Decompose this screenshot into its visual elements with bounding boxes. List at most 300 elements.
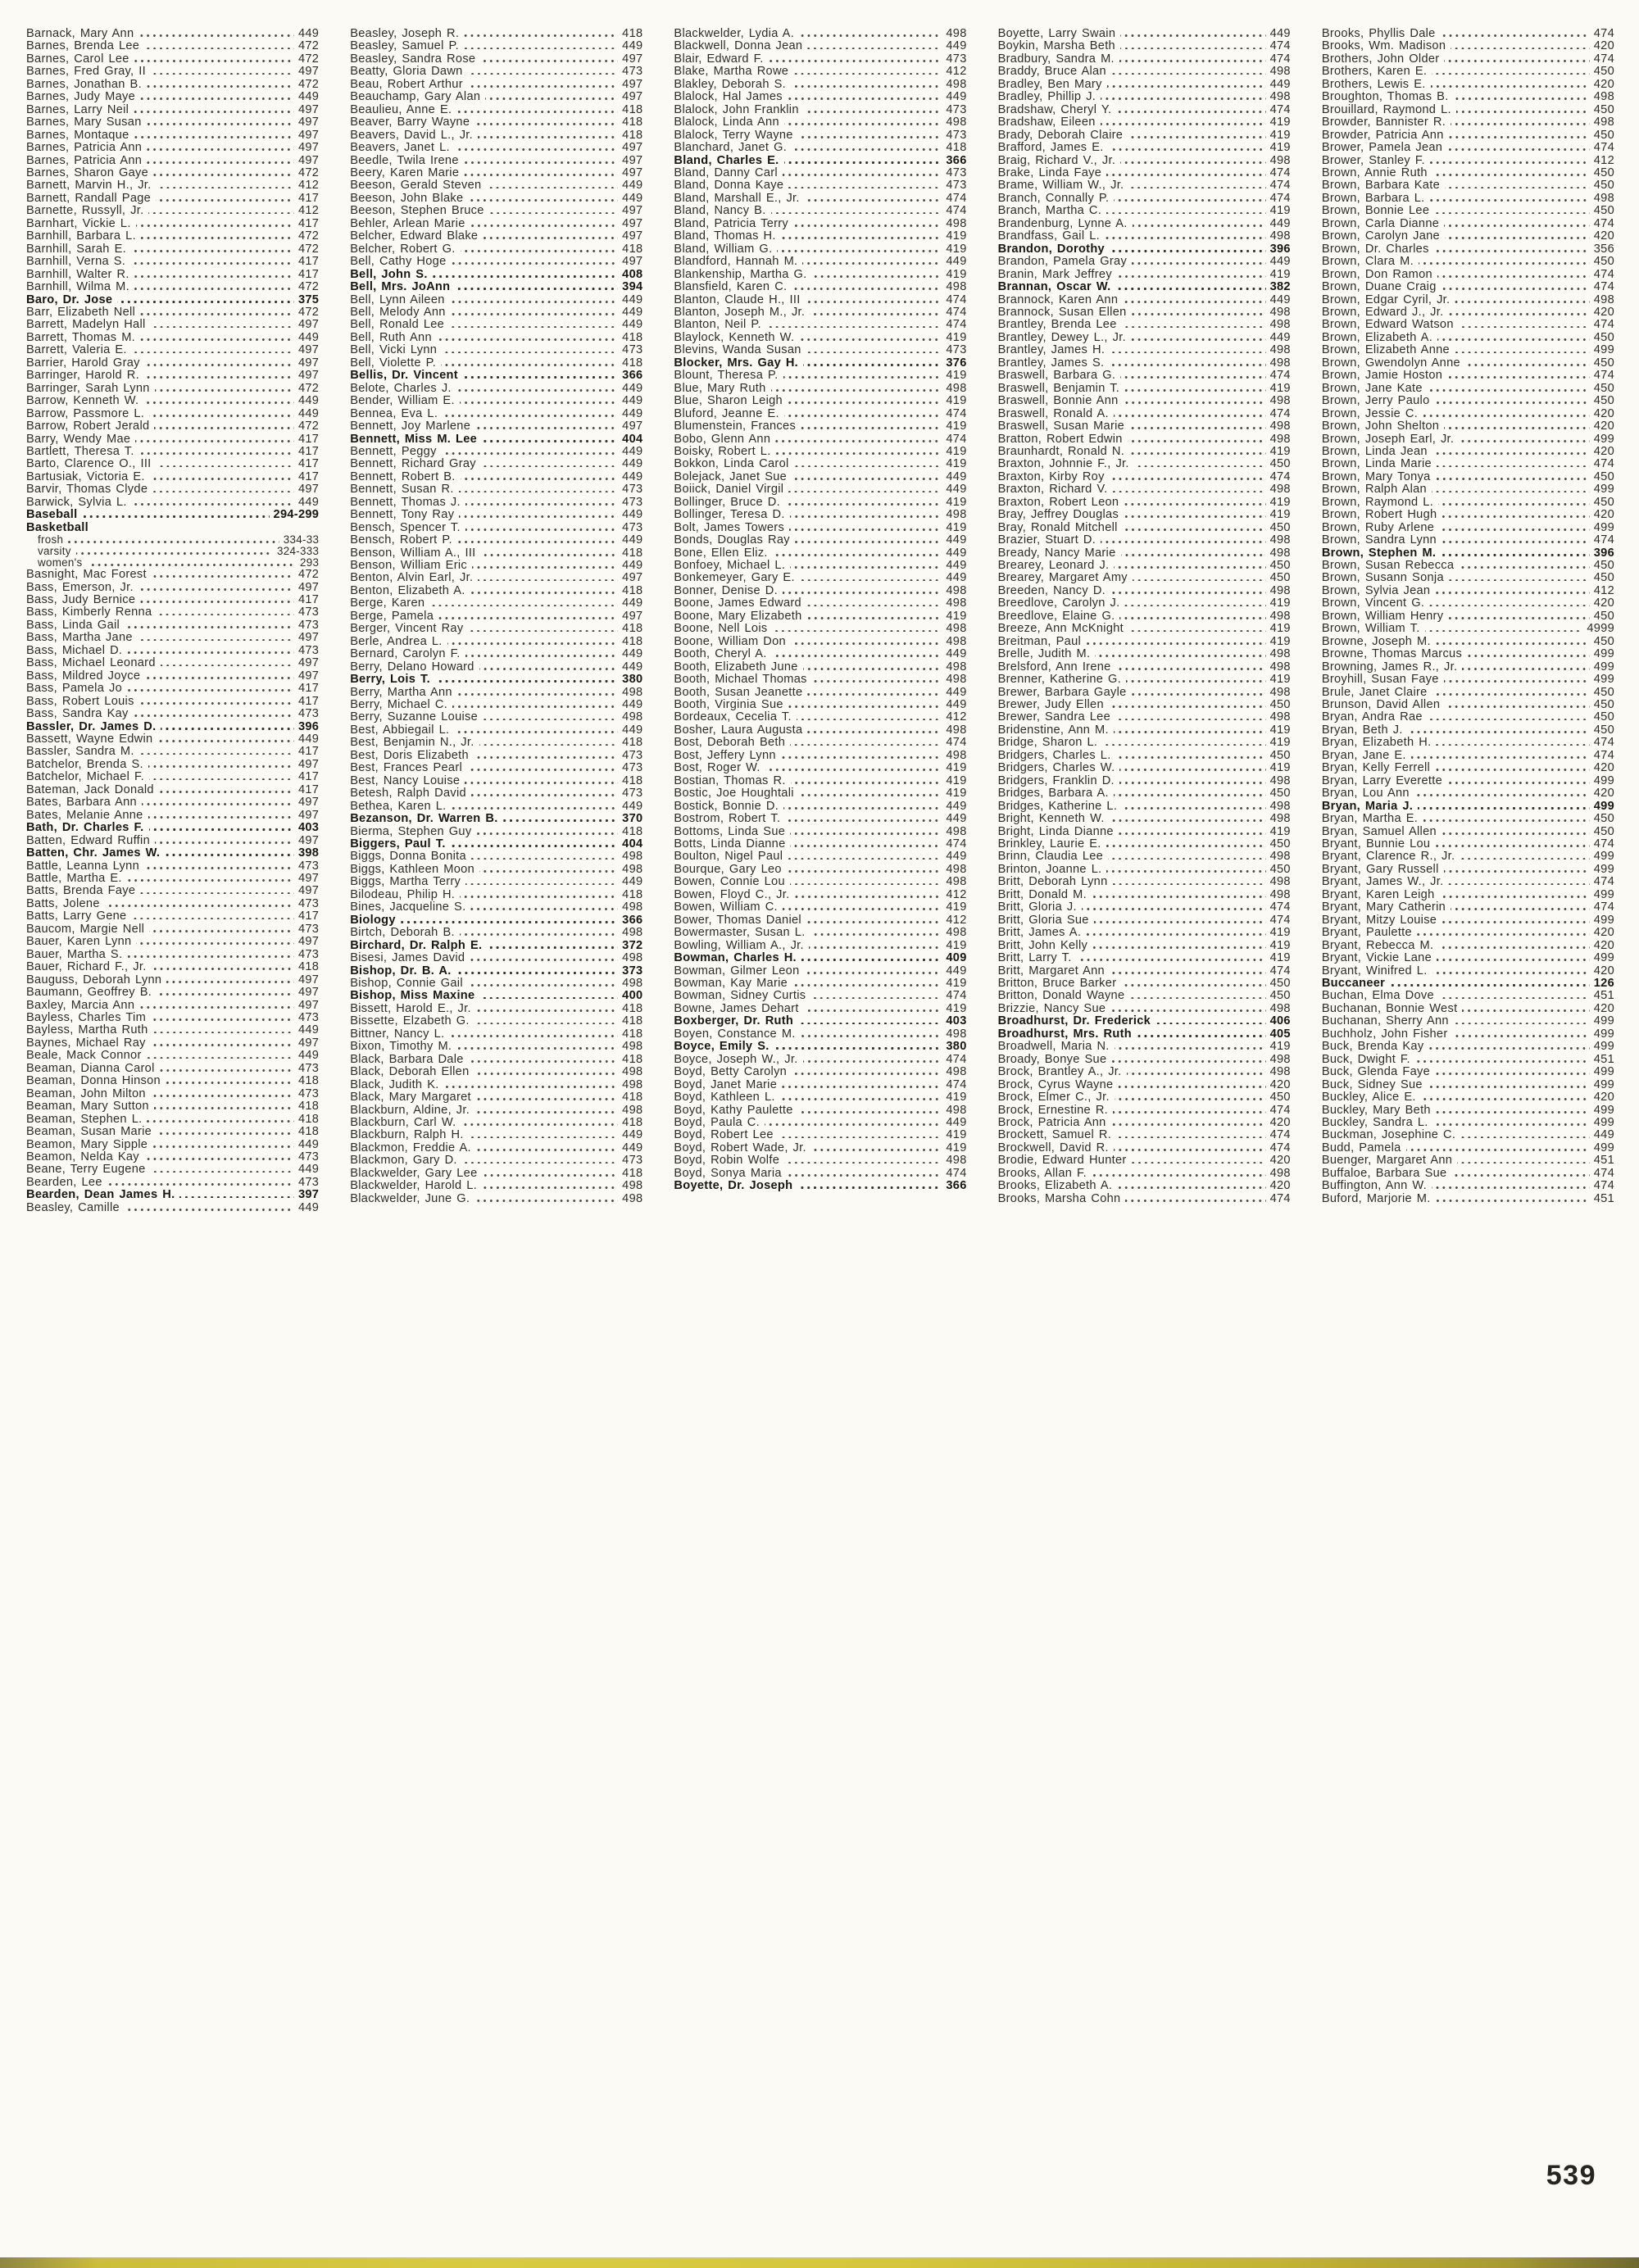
entry-name: Bowman, Kay Marie xyxy=(674,976,788,990)
dot-leader xyxy=(157,614,294,616)
entry-page: 499 xyxy=(1593,1115,1615,1129)
entry-page: 499 xyxy=(1593,432,1615,446)
index-entry xyxy=(998,167,1291,179)
index-entry xyxy=(350,218,642,230)
entry-page: 474 xyxy=(1593,141,1615,155)
dot-leader xyxy=(139,1006,294,1009)
index-entry xyxy=(674,91,966,103)
index-entry xyxy=(674,978,966,990)
entry-page: 498 xyxy=(1269,647,1291,661)
entry-page: 498 xyxy=(1593,90,1615,104)
entry-page: 419 xyxy=(946,976,967,990)
entry-name: Brandenburg, Lynne A. xyxy=(997,216,1128,230)
index-entry xyxy=(26,569,319,581)
entry-name: Britt, John Kelly xyxy=(997,938,1088,952)
index-entry xyxy=(998,597,1291,610)
index-entry xyxy=(1322,483,1614,496)
index-entry xyxy=(350,952,642,964)
entry-name: Bensch, Robert P. xyxy=(350,533,452,547)
index-entry xyxy=(350,483,642,496)
dot-leader xyxy=(1435,769,1590,771)
entry-name: Baro, Dr. Jose xyxy=(26,293,113,306)
entry-name: Berry, Suzanne Louise xyxy=(350,710,479,724)
index-entry xyxy=(1322,497,1614,509)
index-entry xyxy=(674,1066,966,1078)
index-entry xyxy=(674,395,966,407)
entry-name: Boyd, Betty Carolyn xyxy=(674,1065,788,1079)
index-entry xyxy=(998,344,1291,356)
index-entry xyxy=(674,420,966,433)
index-entry xyxy=(26,116,319,129)
dot-leader xyxy=(1124,515,1265,518)
dot-leader xyxy=(782,1086,942,1088)
entry-page: 474 xyxy=(1269,964,1291,978)
index-entry xyxy=(350,724,642,737)
index-entry xyxy=(26,810,319,822)
dot-leader xyxy=(136,942,294,945)
entry-name: Bryant, James W., Jr. xyxy=(1321,875,1444,889)
index-entry xyxy=(26,1114,319,1126)
dot-leader xyxy=(792,478,942,480)
entry-name: Bostian, Thomas R. xyxy=(674,773,786,787)
index-entry xyxy=(26,582,319,594)
dot-leader xyxy=(156,199,294,202)
index-entry xyxy=(998,661,1291,674)
index-entry xyxy=(26,269,319,281)
entry-page: 474 xyxy=(1269,1141,1291,1154)
entry-page: 403 xyxy=(946,1014,967,1028)
dot-leader xyxy=(1432,1186,1590,1189)
index-entry xyxy=(674,281,966,293)
index-entry xyxy=(998,1091,1291,1104)
index-entry xyxy=(1322,927,1614,939)
dot-leader xyxy=(1444,427,1590,429)
entry-page: 498 xyxy=(622,951,643,965)
dot-leader xyxy=(1119,782,1266,784)
entry-page: 473 xyxy=(946,166,967,179)
entry-name: Beasley, Joseph R. xyxy=(350,27,460,40)
dot-leader xyxy=(76,552,273,555)
dot-leader xyxy=(798,136,942,138)
entry-page: 498 xyxy=(1269,394,1291,408)
dot-leader xyxy=(486,187,618,189)
entry-page: 449 xyxy=(946,799,967,813)
index-entry xyxy=(1322,864,1614,876)
index-entry xyxy=(674,256,966,268)
entry-name: Bower, Thomas Daniel xyxy=(674,913,801,927)
index-entry xyxy=(998,787,1291,800)
index-entry xyxy=(674,801,966,813)
dot-leader xyxy=(1122,807,1265,810)
entry-name: Brown, Bonnie Lee xyxy=(1321,204,1430,218)
dot-leader xyxy=(780,1098,942,1100)
entry-page: 419 xyxy=(1269,116,1291,129)
entry-page: 497 xyxy=(622,141,643,155)
entry-name: Bostic, Joe Houghtali xyxy=(674,787,794,801)
entry-page: 497 xyxy=(622,609,643,623)
index-entry xyxy=(674,864,966,876)
index-entry xyxy=(998,205,1291,217)
entry-name: Benton, Alvin Earl, Jr. xyxy=(350,571,474,585)
dot-leader xyxy=(1110,478,1266,480)
index-entry xyxy=(26,961,319,973)
dot-leader xyxy=(450,301,618,303)
index-entry xyxy=(1322,66,1614,78)
index-entry xyxy=(998,370,1291,382)
dot-leader xyxy=(801,1035,942,1037)
entry-name: Brock, Brantley A., Jr. xyxy=(997,1065,1122,1079)
dot-leader xyxy=(1108,858,1265,860)
dot-leader xyxy=(806,352,942,354)
entry-name: Browne, Joseph M. xyxy=(1321,634,1431,648)
entry-name: Bishop, Miss Maxine xyxy=(350,989,475,1003)
entry-page: 419 xyxy=(1269,938,1291,952)
dot-leader xyxy=(476,1009,618,1012)
entry-page: 473 xyxy=(946,102,967,116)
dot-leader xyxy=(465,528,618,531)
entry-name: Basketball xyxy=(26,520,89,534)
dot-leader xyxy=(1442,288,1590,290)
entry-page: 473 xyxy=(297,606,320,619)
index-entry xyxy=(350,1117,642,1129)
dot-leader xyxy=(1451,123,1590,125)
entry-page: 418 xyxy=(622,1091,643,1105)
entry-page: 449 xyxy=(297,1163,320,1177)
entry-page: 449 xyxy=(1269,77,1291,91)
index-entry xyxy=(350,509,642,521)
index-entry xyxy=(26,1037,319,1050)
entry-page: 497 xyxy=(622,229,643,243)
index-entry xyxy=(350,1129,642,1141)
entry-page: 420 xyxy=(1593,508,1615,522)
entry-page: 418 xyxy=(622,773,643,787)
dot-leader xyxy=(143,401,294,404)
entry-page: 498 xyxy=(622,710,643,724)
entry-page: 449 xyxy=(297,1049,320,1063)
index-entry xyxy=(1322,1129,1614,1141)
entry-page: 449 xyxy=(622,469,643,483)
entry-page: 498 xyxy=(1593,116,1615,129)
index-entry xyxy=(998,104,1291,116)
dot-leader xyxy=(1455,352,1590,354)
index-entry xyxy=(1322,813,1614,825)
entry-page: 420 xyxy=(1593,761,1615,775)
dot-leader xyxy=(1137,1035,1266,1037)
dot-leader xyxy=(134,111,294,113)
entry-page: 474 xyxy=(1593,369,1615,383)
dot-leader xyxy=(791,642,942,645)
entry-page: 449 xyxy=(297,406,320,420)
entry-page: 497 xyxy=(622,204,643,218)
dot-leader xyxy=(807,617,942,619)
index-entry xyxy=(998,737,1291,749)
index-entry xyxy=(1322,636,1614,648)
dot-leader xyxy=(1438,946,1589,949)
entry-name: Blocker, Mrs. Gay H. xyxy=(674,356,799,370)
entry-page: 473 xyxy=(946,343,967,357)
entry-name: Browne, Thomas Marcus xyxy=(1321,647,1463,661)
entry-page: 498 xyxy=(946,77,967,91)
entry-page: 419 xyxy=(946,761,967,775)
dot-leader xyxy=(1439,528,1590,531)
entry-page: 451 xyxy=(1593,1154,1615,1168)
index-entry xyxy=(674,737,966,749)
entry-page: 473 xyxy=(297,1175,320,1189)
dot-leader xyxy=(1441,34,1590,37)
entry-name: Bellis, Dr. Vincent xyxy=(350,369,458,383)
entry-page: 498 xyxy=(1269,546,1291,560)
entry-page: 474 xyxy=(946,204,967,218)
index-entry xyxy=(674,79,966,91)
dot-leader xyxy=(441,364,618,366)
entry-name: Buchholz, John Fisher xyxy=(1321,1027,1448,1041)
entry-name: Buckley, Sandra L. xyxy=(1321,1115,1428,1129)
index-entry xyxy=(998,433,1291,446)
entry-page: 474 xyxy=(1269,900,1291,914)
dot-leader xyxy=(1448,617,1589,619)
entry-name: Bowermaster, Susan L. xyxy=(674,926,806,940)
entry-page: 498 xyxy=(1269,153,1291,167)
entry-name: Best, Doris Elizabeth xyxy=(350,748,469,762)
entry-page: 417 xyxy=(297,457,320,471)
dot-leader xyxy=(1121,984,1265,987)
entry-page: 450 xyxy=(1269,520,1291,534)
dot-leader xyxy=(1118,1086,1265,1088)
entry-name: Beavers, David L., Jr. xyxy=(350,128,474,142)
dot-leader xyxy=(152,491,294,493)
index-entry xyxy=(1322,142,1614,154)
index-entry xyxy=(1322,344,1614,356)
dot-leader xyxy=(401,921,618,923)
entry-page: 474 xyxy=(1593,280,1615,294)
index-entry xyxy=(998,1129,1291,1141)
dot-leader xyxy=(1113,491,1266,493)
entry-name: Brock, Patricia Ann xyxy=(997,1115,1106,1129)
dot-leader xyxy=(471,858,618,860)
dot-leader xyxy=(809,946,942,949)
entry-page: 473 xyxy=(297,1061,320,1075)
entry-page: 449 xyxy=(297,394,320,408)
entry-name: Baumann, Geoffrey B. xyxy=(26,986,152,1000)
dot-leader xyxy=(1440,896,1590,898)
entry-name: Breedlove, Carolyn J. xyxy=(997,596,1120,610)
entry-page: 499 xyxy=(1593,673,1615,687)
entry-page: 418 xyxy=(622,1001,643,1015)
entry-page: 450 xyxy=(1593,102,1615,116)
entry-page: 497 xyxy=(297,833,320,847)
index-entry xyxy=(26,370,319,382)
entry-name: Bender, William E. xyxy=(350,394,455,408)
entry-page: 474 xyxy=(1269,406,1291,420)
entry-name: Booth, Elizabeth June xyxy=(674,660,798,674)
entry-page: 497 xyxy=(297,669,320,683)
dot-leader xyxy=(1111,73,1266,75)
entry-page: 498 xyxy=(1269,583,1291,597)
entry-name: Bishop, Connie Gail xyxy=(350,976,463,990)
entry-name: Boiick, Daniel Virgil xyxy=(674,483,784,497)
entry-page: 474 xyxy=(1269,469,1291,483)
dot-leader xyxy=(155,841,294,844)
entry-page: 419 xyxy=(1269,926,1291,940)
dot-leader xyxy=(1110,250,1266,252)
entry-name: Biggs, Martha Terry xyxy=(350,875,461,889)
dot-leader xyxy=(144,48,294,50)
entry-page: 419 xyxy=(1269,761,1291,775)
index-entry xyxy=(998,522,1291,534)
index-entry xyxy=(26,306,319,319)
entry-page: 497 xyxy=(297,141,320,155)
entry-page: 498 xyxy=(1593,293,1615,306)
entry-page: 474 xyxy=(1269,1103,1291,1117)
index-entry xyxy=(26,1075,319,1087)
index-entry xyxy=(674,1142,966,1154)
dot-leader xyxy=(1460,858,1589,860)
entry-name: Bartusiak, Victoria E. xyxy=(26,469,145,483)
entry-name: Broadhurst, Mrs. Ruth xyxy=(997,1027,1132,1041)
entry-name: Beale, Mack Connor xyxy=(26,1049,142,1063)
dot-leader xyxy=(810,997,942,1000)
entry-name: Berry, Martha Ann xyxy=(350,685,452,699)
index-entry xyxy=(998,446,1291,458)
entry-name: Bost, Jeffery Lynn xyxy=(674,748,776,762)
index-entry xyxy=(26,142,319,154)
dot-leader xyxy=(1442,921,1590,923)
entry-name: Bright, Linda Dianne xyxy=(997,824,1114,838)
entry-page: 449 xyxy=(297,495,320,509)
index-entry xyxy=(350,636,642,648)
entry-name: Barrett, Valeria E. xyxy=(26,343,127,357)
entry-name: Biggers, Paul T. xyxy=(350,837,446,850)
entry-page: 497 xyxy=(297,884,320,898)
index-entry xyxy=(350,420,642,433)
entry-page: 474 xyxy=(946,837,967,850)
entry-name: Boyce, Emily S. xyxy=(674,1040,770,1054)
entry-page: 498 xyxy=(1269,229,1291,243)
entry-name: Blanton, Claude H., III xyxy=(674,293,801,306)
entry-name: Braswell, Bonnie Ann xyxy=(997,394,1119,408)
entry-page: 498 xyxy=(1269,660,1291,674)
entry-page: 498 xyxy=(622,1179,643,1193)
entry-page: 499 xyxy=(1593,1040,1615,1054)
entry-name: Barnhart, Vickie L. xyxy=(26,216,131,230)
entry-page: 449 xyxy=(622,39,643,53)
index-entry xyxy=(1322,876,1614,888)
dot-leader xyxy=(811,1149,942,1151)
entry-name: Brearey, Margaret Amy xyxy=(997,571,1128,585)
entry-page: 498 xyxy=(946,622,967,636)
dot-leader xyxy=(1429,605,1590,607)
entry-name: Bell, John S. xyxy=(350,267,428,281)
dot-leader xyxy=(1128,440,1266,442)
dot-leader xyxy=(1092,1174,1266,1177)
index-entry xyxy=(350,116,642,129)
entry-page: 449 xyxy=(622,875,643,889)
index-entry xyxy=(350,129,642,142)
entry-page: 450 xyxy=(1269,862,1291,876)
entry-name: Bridge, Sharon L. xyxy=(997,736,1098,750)
entry-name: Blaylock, Kenneth W. xyxy=(674,330,795,344)
entry-page: 419 xyxy=(1269,1040,1291,1054)
dot-leader xyxy=(1101,123,1266,125)
dot-leader xyxy=(789,528,942,531)
index-entry xyxy=(350,850,642,863)
dot-leader xyxy=(131,918,293,920)
entry-page: 418 xyxy=(622,1027,643,1041)
entry-name: Brown, Clara M. xyxy=(1321,255,1414,269)
index-entry xyxy=(350,1003,642,1015)
index-entry xyxy=(1322,269,1614,281)
index-entry xyxy=(350,522,642,534)
index-entry xyxy=(998,940,1291,952)
dot-leader xyxy=(1417,933,1590,936)
entry-name: Bennett, Joy Marlene xyxy=(350,420,471,433)
index-entry xyxy=(674,813,966,825)
dot-leader xyxy=(153,1032,294,1034)
entry-name: Britton, Donald Wayne xyxy=(997,989,1125,1003)
entry-name: Brown, Joseph Earl, Jr. xyxy=(1321,432,1455,446)
dot-leader xyxy=(806,301,942,303)
index-entry xyxy=(674,826,966,838)
entry-name: Broughton, Thomas B. xyxy=(1321,90,1449,104)
dot-leader xyxy=(68,541,279,543)
entry-name: Bland, Marshall E., Jr. xyxy=(674,191,800,205)
dot-leader xyxy=(82,515,269,518)
dot-leader xyxy=(1123,528,1266,531)
entry-name: Boyd, Robin Wolfe xyxy=(674,1154,780,1168)
entry-page: 450 xyxy=(1593,812,1615,826)
entry-name: Branch, Martha C. xyxy=(997,204,1102,218)
index-entry xyxy=(350,623,642,635)
index-entry xyxy=(674,572,966,584)
entry-page: 474 xyxy=(1593,837,1615,850)
index-entry xyxy=(674,458,966,470)
dot-leader xyxy=(142,803,294,805)
dot-leader xyxy=(487,946,618,949)
entry-page: 370 xyxy=(622,812,643,826)
entry-name: Betesh, Ralph David xyxy=(350,787,466,801)
entry-name: Blansfield, Karen C. xyxy=(674,280,788,294)
index-entry xyxy=(998,1193,1291,1205)
entry-page: 419 xyxy=(946,900,967,914)
dot-leader xyxy=(1086,642,1266,645)
entry-page: 473 xyxy=(622,483,643,497)
dot-leader xyxy=(1120,376,1265,379)
entry-page: 472 xyxy=(297,229,320,243)
entry-name: Brown, Barbara Kate xyxy=(1321,179,1440,193)
entry-name: Brown, Duane Craig xyxy=(1321,280,1437,294)
dot-leader xyxy=(1457,1162,1590,1164)
entry-page: 420 xyxy=(1593,77,1615,91)
entry-page: 499 xyxy=(1593,887,1615,901)
entry-name: Buck, Glenda Faye xyxy=(1321,1065,1431,1079)
index-entry xyxy=(350,914,642,927)
entry-page: 497 xyxy=(297,986,320,1000)
entry-name: Bixon, Timothy M. xyxy=(350,1040,452,1054)
entry-page: 449 xyxy=(946,850,967,864)
entry-page: 396 xyxy=(297,719,320,733)
entry-page: 366 xyxy=(946,153,967,167)
dot-leader xyxy=(801,427,942,429)
entry-name: Brown, Jane Kate xyxy=(1321,381,1423,395)
dot-leader xyxy=(465,883,618,886)
dot-leader xyxy=(1116,111,1265,113)
index-entry xyxy=(350,889,642,901)
index-entry xyxy=(26,1012,319,1024)
entry-name: Batchelor, Brenda S. xyxy=(26,757,143,771)
entry-page: 499 xyxy=(1593,1103,1615,1117)
entry-page: 418 xyxy=(297,1074,320,1088)
entry-page: 498 xyxy=(1269,318,1291,332)
